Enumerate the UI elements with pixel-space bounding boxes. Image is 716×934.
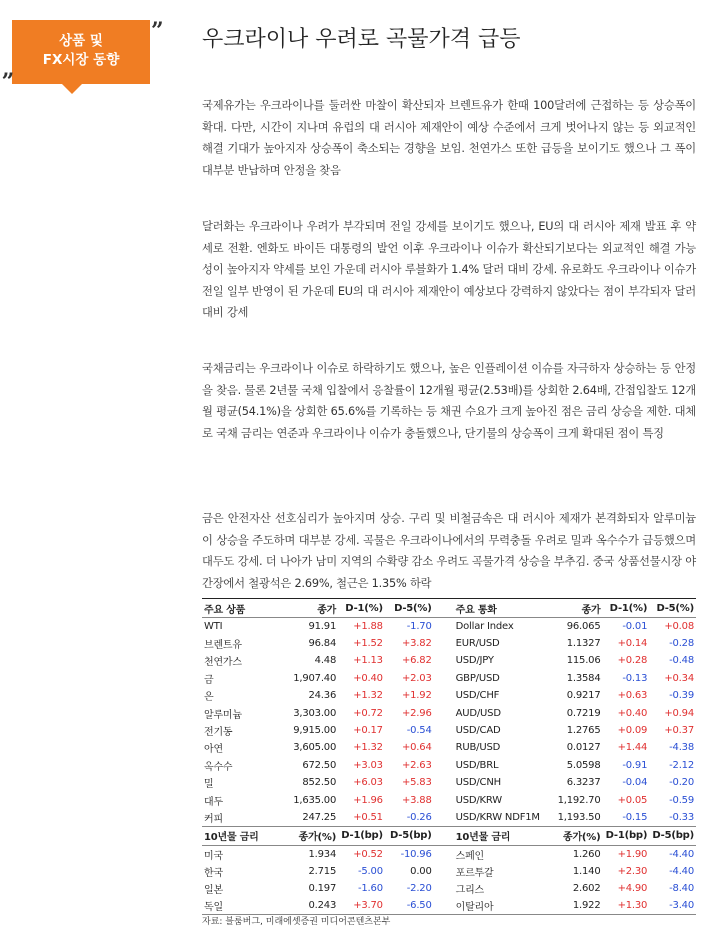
table-cell: 9,915.00 [293,725,337,737]
table-row [202,845,696,862]
table-cell: 0.197 [308,883,337,895]
table-cell: -3.40 [649,897,696,914]
table-cell: 1,193.50 [544,809,603,826]
table-cell: 브렌트유 [204,640,242,652]
table-cell: -8.40 [669,883,694,895]
table-cell: 0.0127 [566,742,601,754]
table-cell: RUB/USD [455,742,501,754]
table-cell: 3,605.00 [293,742,337,754]
table-cell: 852.50 [302,777,337,789]
table-cell: 1.922 [544,897,603,914]
table-cell: 미국 [204,850,223,862]
table-cell: USD/KRW [455,794,502,806]
table-cell: +1.32 [353,690,383,702]
table-cell: +0.14 [617,638,648,650]
table-cell: USD/KRW NDF1M [434,809,544,826]
table-cell: -0.28 [669,638,694,650]
table-cell: 아연 [204,744,223,756]
table-cell: 1,192.70 [557,794,601,806]
table-cell: -5.00 [357,865,383,877]
header-close-fx: 종가 [544,599,603,618]
table-cell: USD/BRL [455,759,499,771]
header-close: 종가 [275,599,338,618]
table-cell: 1.1327 [566,638,601,650]
header-d5-fx: D-5(%) [649,599,696,618]
table-cell: +1.88 [353,620,383,632]
table-cell: +6.82 [401,655,432,667]
table-cell: -10.96 [400,848,432,860]
table-row [202,757,696,774]
table-cell: +2.03 [401,672,432,684]
table-cell: +1.30 [603,897,650,914]
table-cell: 6.3237 [566,777,601,789]
table-cell: 91.91 [308,620,337,632]
table-cell: -4.38 [669,742,694,754]
table-cell: USD/CHF [455,690,500,702]
header-bond-2: 10년물 금리 [434,826,544,845]
table-cell: -4.40 [669,848,694,860]
table-cell: -1.70 [406,620,432,632]
table-row [202,687,696,704]
table-cell: 247.25 [275,809,338,826]
table-cell: +0.40 [617,707,648,719]
paragraph-fx: 달러화는 우크라이나 우려가 부각되며 전일 강세를 보이기도 했으나, EU의 대 러시아 제재 발표 후 약세로 전환. 엔화도 바이든 대통령의 발언 이후 우크라이나 이슈가 확산되기보다는 외교적인 해결 가능성이 높아지자 약세를 보인 가운데 러시아 루블화가 1.4% 달러 대비 강세. 유로화도 우크라이나 이슈가 전일 일부 반영이 된 가운데 EU의 대 러시아 제재안이 예상보다 강력하지 않았다는 점이 부각되자 달러 대비 강세 [202,220,696,320]
table-cell: 0.7219 [566,707,601,719]
table-cell: 5.0598 [566,759,601,771]
table-cell: 독일 [202,897,275,914]
table-cell: -0.91 [622,759,648,771]
table-cell: 24.36 [308,690,337,702]
table-cell: -2.20 [406,883,432,895]
table-cell: -0.01 [622,620,648,632]
table-cell: 0.00 [410,865,432,877]
header-commodity: 주요 상품 [202,599,275,618]
table-cell: 천연가스 [204,657,242,669]
page-title: 우크라이나 우려로 곡물가격 급등 [202,27,521,52]
table-row [202,809,696,826]
table-cell: +0.34 [664,672,694,684]
table-cell: 672.50 [302,759,337,771]
table-cell: +0.40 [353,672,383,684]
quote-close-icon: ” [151,18,164,44]
table-row [202,863,696,880]
table-cell: -0.20 [669,777,694,789]
table-cell: +0.28 [617,655,648,667]
table-cell: +0.08 [664,620,694,632]
header-d1: D-1(%) [338,599,385,618]
table-cell: +2.96 [401,707,432,719]
table-row [202,670,696,687]
section-badge [0,14,170,84]
table-cell: 0.243 [275,897,338,914]
table-cell: -4.40 [669,865,694,877]
table-cell: +1.13 [353,655,383,667]
table-cell: -0.33 [649,809,696,826]
table2-body [202,845,696,915]
table-cell: -0.59 [669,794,694,806]
table-cell: 96.065 [566,620,601,632]
table-cell: +1.32 [353,742,383,754]
table-cell: +3.70 [338,897,385,914]
badge-line-2: FX시장 동향 [42,52,120,68]
market-table [202,598,696,915]
table-cell: 은 [204,692,214,704]
table-cell: -2.12 [669,759,694,771]
table-cell: -6.50 [385,897,434,914]
header-bond: 10년물 금리 [202,826,275,845]
badge-tail-icon [62,84,82,94]
table-cell: +1.44 [617,742,648,754]
header-d1-bp: D-1(bp) [338,826,385,845]
table-cell: USD/CNH [455,777,501,789]
table-cell: +0.94 [664,707,694,719]
table-cell: +0.64 [401,742,432,754]
table-cell: 1.934 [308,848,337,860]
table-cell: +3.82 [401,638,432,650]
table-cell: +0.37 [664,725,694,737]
table-cell: 대두 [204,796,223,808]
table-cell: 1.2765 [566,725,601,737]
table-row [202,774,696,791]
table-row [202,739,696,756]
source-note: 자료: 블룸버그, 미래에셋증권 미디어콘텐츠본부 [202,917,391,927]
table-cell: +3.88 [401,794,432,806]
table-cell: WTI [204,620,223,632]
table-cell: GBP/USD [455,672,500,684]
table-row [202,635,696,652]
table-cell: -0.48 [669,655,694,667]
header-d5: D-5(%) [385,599,434,618]
table-cell: 포르투갈 [455,867,494,879]
table-cell: Dollar Index [455,620,514,632]
table-cell: 2.715 [308,865,337,877]
table-cell: 96.84 [308,638,337,650]
table-cell: 1.140 [572,865,601,877]
table-row [202,652,696,669]
table-row [202,704,696,721]
table-cell: 밀 [204,779,214,791]
header-yield-2: 종가(%) [544,826,603,845]
table-cell: 전기동 [204,727,233,739]
paragraph-oil: 국제유가는 우크라이나를 둘러싼 마찰이 확산되자 브렌트유가 한때 100달러에 근접하는 등 상승폭이 확대. 다만, 시간이 지나며 유럽의 대 러시아 제재안이 예상 수준에서 크게 벗어나지 않는 등 외교적인 해결 기대가 높아지자 상승폭이 축소되는 경향을 보임. 천연가스 또한 급등을 보이기도 했으나 그 폭이 대부분 반납하며 안정을 찾음 [202,99,696,177]
table-cell: +3.03 [353,759,383,771]
paragraph-metals: 금은 안전자산 선호심리가 높아지며 상승. 구리 및 비철금속은 대 러시아 제재가 본격화되자 알루미늄이 상승을 주도하며 대부분 강세. 곡물은 우크라이나에서의 무력충돌 우려로 밀과 옥수수가 급등했으며 대두도 강세. 더 나아가 남미 지역의 수확량 감소 우려도 곡물가격 상승을 부추김. 중국 상품선물시장 야간장에서 철광석은 2.69%, 철근은 1.35% 하락 [202,512,696,590]
table-cell: 이탈리아 [434,897,544,914]
table-cell: +1.52 [353,638,383,650]
section-badge-box [12,20,150,84]
table-cell: 4.48 [314,655,337,667]
table-cell: 115.06 [566,655,601,667]
table-cell: -0.15 [603,809,650,826]
table1-body [202,618,696,827]
table-cell: +0.05 [617,794,648,806]
table-row [202,618,696,635]
quote-open-icon: „ [2,56,15,82]
table-cell: 1,635.00 [293,794,337,806]
table-cell: 1.3584 [566,672,601,684]
table-cell: +4.90 [617,883,648,895]
table-cell: +1.90 [617,848,648,860]
table-cell: -0.26 [385,809,434,826]
table-cell: 0.9217 [566,690,601,702]
table-cell: 스페인 [455,850,485,862]
table-cell: +0.17 [353,725,383,737]
table-row [202,722,696,739]
header-currency: 주요 통화 [434,599,544,618]
table-cell: EUR/USD [455,638,500,650]
table-cell: USD/JPY [455,655,494,667]
table-cell: -0.39 [669,690,694,702]
table-cell: 2.602 [572,883,601,895]
table-row [202,791,696,808]
badge-line-1: 상품 및 [59,33,103,49]
table-cell: 1,907.40 [293,672,337,684]
header-d5-bp: D-5(bp) [385,826,434,845]
header-d1-bp-2: D-1(bp) [603,826,650,845]
table-cell: +1.96 [353,794,383,806]
table1-header-row [202,599,696,618]
table-cell: +5.83 [401,777,432,789]
table-cell: -0.04 [622,777,648,789]
table-cell: 그리스 [455,885,485,897]
table-cell: +0.72 [353,707,383,719]
table-row [202,880,696,897]
table-cell: +0.09 [617,725,648,737]
table-cell: 옥수수 [204,761,233,773]
table-cell: +1.92 [401,690,432,702]
table-cell: 일본 [204,885,223,897]
table-cell: 3,303.00 [293,707,337,719]
table-cell: -1.60 [357,883,383,895]
table-cell: 커피 [202,809,275,826]
table-cell: AUD/USD [455,707,501,719]
table-cell: USD/CAD [455,725,501,737]
table-cell: +2.30 [617,865,648,877]
table2-header-row [202,826,696,845]
table-cell: +0.63 [617,690,648,702]
table-cell: +2.63 [401,759,432,771]
header-d1-fx: D-1(%) [603,599,650,618]
table-cell: -0.54 [406,725,432,737]
header-d5-bp-2: D-5(bp) [649,826,696,845]
table-cell: 한국 [204,867,223,879]
header-yield: 종가(%) [275,826,338,845]
table-cell: 알루미늄 [204,709,242,721]
table-cell: +0.52 [353,848,383,860]
table-cell: 1.260 [572,848,601,860]
table-cell: -0.13 [622,672,648,684]
paragraph-bonds: 국채금리는 우크라이나 이슈로 하락하기도 했으나, 높은 인플레이션 이슈를 자극하자 상승하는 등 안정을 찾음. 물론 2년물 국채 입찰에서 응찰률이 12개월 평균(2.53배)를 상회한 2.64배, 간접입찰도 12개월 평균(54.1%)을 상회한 65.6%를 기록하는 등 채권 수요가 크게 높아진 점은 금리 상승을 제한. 대체로 국채 금리는 연준과 우크라이나 이슈가 충돌했으나, 단기물의 상승폭이 크게 확대된 점이 특징 [202,362,696,440]
table-cell: +0.51 [338,809,385,826]
table-cell: +6.03 [353,777,383,789]
table-row [202,897,696,914]
table-cell: 금 [204,674,214,686]
